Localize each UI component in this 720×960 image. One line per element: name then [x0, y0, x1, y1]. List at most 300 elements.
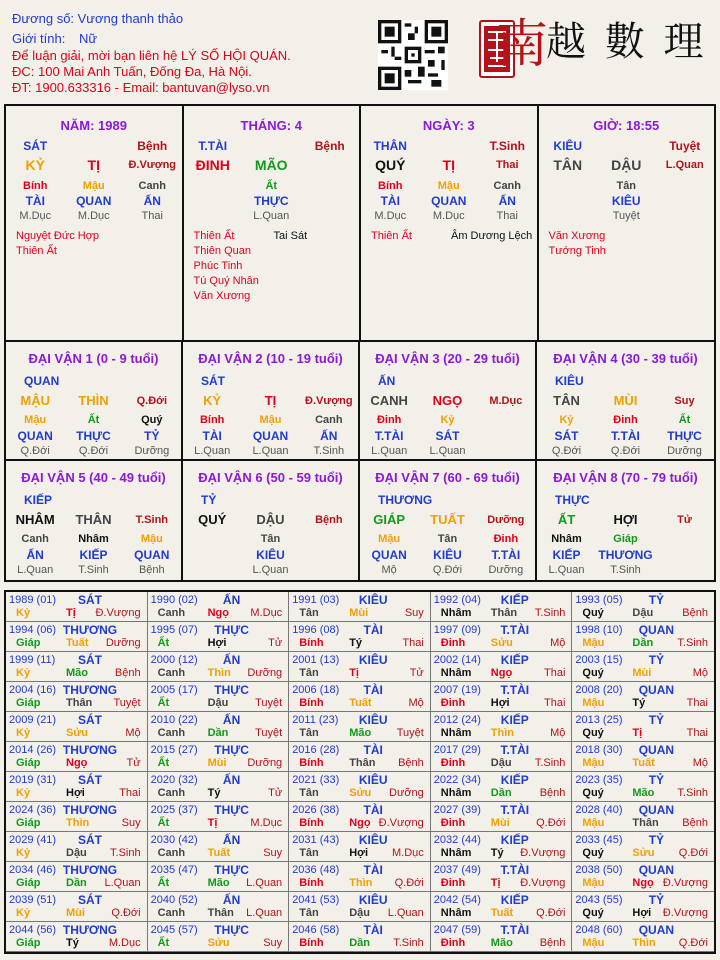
year-cell	[289, 862, 431, 892]
pillar-top-star-2	[242, 139, 301, 153]
year-star: THƯƠNG	[62, 683, 118, 697]
year-label: 2044 (56)	[9, 924, 57, 936]
year-stem: Giáp	[16, 637, 41, 649]
pillar-title: NĂM: 1989	[60, 118, 127, 133]
pillar-title: GIỜ: 18:55	[593, 118, 660, 133]
year-branch: Hợi	[66, 787, 85, 799]
year-branch: Dần	[490, 787, 512, 799]
year-stem: Tân	[299, 667, 319, 679]
year-stem: Đinh	[440, 877, 466, 889]
year-label: 2033 (45)	[575, 834, 623, 846]
year-star: T.TÀI	[500, 803, 530, 817]
luck-hidden-life-2: L.Quan	[252, 564, 289, 576]
year-life-stage: Tử	[409, 667, 424, 679]
year-stem: Bính	[299, 697, 324, 709]
pillar-top-star-2	[597, 139, 656, 153]
luck-hidden-star	[360, 429, 535, 443]
pillar-hidden-stem	[361, 180, 537, 192]
pillar-note: Thiên Ất	[16, 245, 57, 257]
year-branch: Thân	[349, 757, 376, 769]
year-stem: Nhâm	[440, 727, 472, 739]
pillar-stem-branch-1: QUÝ	[375, 157, 406, 173]
luck-stem-branch	[6, 393, 181, 408]
luck-hidden-star-2: SÁT	[435, 429, 460, 443]
year-label: 2021 (33)	[292, 774, 340, 786]
year-label: 2035 (47)	[150, 864, 198, 876]
year-stem: Quý	[582, 787, 604, 799]
year-branch: Tị	[349, 667, 359, 679]
luck-hidden-stem-2: Kỷ	[440, 414, 455, 426]
year-star: THỰC	[214, 863, 249, 877]
year-star: TÀI	[363, 743, 383, 757]
year-life-stage: Đ.Vượng	[662, 877, 708, 889]
year-star: KIẾP	[500, 893, 529, 907]
year-stem: Đinh	[440, 697, 466, 709]
pillar-note: Thiên Ất	[193, 230, 235, 242]
luck-stem-branch-3: Dưỡng	[487, 514, 525, 526]
year-star: TỶ	[648, 713, 665, 727]
year-life-stage: Tử	[268, 787, 283, 799]
year-life-stage: Thai	[686, 697, 708, 709]
luck-hidden-stem-1: Mậu	[378, 533, 401, 545]
year-life-stage: Thai	[543, 667, 566, 679]
year-cell	[572, 862, 714, 892]
year-stem: Tân	[299, 847, 319, 859]
luck-period-1	[6, 342, 183, 461]
pillar-hidden-stem-2: Mậu	[437, 180, 460, 192]
year-cell	[6, 892, 148, 922]
year-branch: Dần	[66, 877, 87, 889]
pillar-top-star-2	[65, 139, 124, 153]
brand-char-4: 理	[663, 19, 707, 65]
luck-hidden-stem-3: Ất	[678, 414, 691, 426]
year-cell	[431, 832, 573, 862]
four-pillars-table	[4, 104, 716, 342]
year-stem: Mậu	[582, 877, 605, 889]
year-cell	[6, 592, 148, 622]
qr-code-icon	[378, 20, 448, 90]
year-life-stage: Tuyệt	[255, 697, 283, 709]
luck-top-star: THƯƠNG	[378, 493, 433, 507]
year-star: TÀI	[363, 623, 383, 637]
year-stem: Ất	[157, 937, 170, 949]
pillar-hidden-life-1	[539, 210, 598, 222]
luck-stem-branch-2: TỊ	[264, 393, 277, 408]
year-branch: Tý	[66, 937, 79, 949]
year-stem: Kỷ	[16, 607, 31, 619]
pillar-stem-branch-2: TỊ	[87, 157, 100, 173]
year-stem: Bính	[299, 877, 324, 889]
luck-hidden-stem-1: Canh	[21, 533, 49, 545]
luck-hidden-life-3: Dưỡng	[667, 445, 702, 457]
year-stem: Ất	[157, 877, 170, 889]
luck-hidden-stem-2: Mậu	[259, 414, 282, 426]
year-branch: Thân	[632, 817, 659, 829]
luck-top-star: KIẾP	[24, 493, 53, 507]
brand-char-2: 越	[546, 19, 589, 65]
luck-hidden-stem-3	[655, 533, 714, 545]
luck-stem-branch-2: DẬU	[256, 512, 285, 527]
pillar-top-star	[6, 139, 182, 153]
pillar-hidden-star-2: KIÊU	[611, 194, 641, 208]
year-cell	[148, 622, 290, 652]
year-cell	[572, 712, 714, 742]
year-label: 2046 (58)	[292, 924, 340, 936]
year-cell	[6, 682, 148, 712]
contact-line: Để luận giải, mời bạn liên hệ LÝ SỐ HỘI QUÁN.	[12, 48, 291, 63]
year-branch: Tuất	[207, 847, 230, 859]
pillar-top-star-3: Bệnh	[314, 139, 345, 153]
year-label: 2007 (19)	[433, 684, 481, 696]
gender-line	[12, 31, 97, 46]
luck-hidden-star-2: KIÊU	[256, 548, 285, 562]
luck-hidden-life	[183, 445, 358, 457]
year-stem: Mậu	[582, 817, 605, 829]
year-label: 2016 (28)	[292, 744, 340, 756]
year-label: 1995 (07)	[150, 624, 198, 636]
year-branch: Tị	[207, 817, 218, 829]
year-cell	[148, 862, 290, 892]
luck-top-star: ẤN	[378, 374, 396, 388]
pillar-stem-branch-3: Đ.Vượng	[128, 159, 177, 171]
luck-hidden-life-1	[183, 564, 241, 576]
luck-stem-branch	[537, 512, 714, 527]
luck-hidden-star	[360, 548, 535, 562]
year-star: T.TÀI	[500, 623, 530, 637]
year-branch: Hợi	[490, 697, 510, 709]
year-stem: Quý	[582, 727, 604, 739]
year-life-stage: Mộ	[692, 757, 708, 769]
year-label: 2020 (32)	[150, 774, 198, 786]
luck-hidden-life-2: L.Quan	[429, 445, 466, 457]
year-cell	[572, 892, 714, 922]
luck-stem-branch-3: M.Dục	[489, 395, 523, 407]
luck-title: ĐẠI VẬN 6 (50 - 59 tuổi)	[198, 470, 343, 485]
luck-hidden-star	[183, 429, 358, 443]
pillar-note: Phúc Tinh	[193, 260, 243, 272]
year-label: 2024 (36)	[9, 804, 57, 816]
year-life-stage: T.Sinh	[677, 637, 708, 649]
pillar-hidden-star	[361, 194, 537, 208]
year-branch: Tị	[66, 607, 76, 619]
office-line: ĐC: 100 Mai Anh Tuấn, Đống Đa, Hà Nội.	[12, 64, 252, 79]
year-cell	[289, 742, 431, 772]
year-star: QUAN	[638, 743, 675, 757]
year-branch: Tuất	[632, 757, 655, 769]
year-label: 1997 (09)	[433, 624, 481, 636]
year-label: 1999 (11)	[9, 654, 56, 666]
luck-hidden-life-1: Q.Đới	[551, 445, 582, 457]
year-life-stage: Tuyệt	[396, 727, 424, 739]
luck-hidden-life	[360, 564, 535, 576]
luck-title: ĐẠI VẬN 2 (10 - 19 tuổi)	[198, 351, 343, 366]
year-label: 2025 (37)	[150, 804, 198, 816]
year-star: SÁT	[78, 593, 102, 607]
year-branch: Mão	[207, 877, 230, 889]
year-star: THỰC	[214, 623, 249, 637]
pillar-top-star-1: THÂN	[373, 139, 407, 153]
year-star: TÀI	[363, 923, 383, 937]
year-branch: Tị	[490, 877, 501, 889]
pillar-hidden-star-3: ẤN	[143, 194, 161, 208]
year-star: SÁT	[78, 893, 102, 907]
luck-hidden-life-3: Bệnh	[138, 564, 165, 576]
pillar-note-right: Âm Dương Lệch	[451, 230, 533, 242]
year-life-stage: Suy	[121, 817, 141, 829]
pillar-hidden-life-1: M.Dục	[374, 210, 407, 222]
luck-hidden-life	[537, 445, 714, 457]
year-life-stage: L.Quan	[246, 877, 283, 889]
year-life-stage: Bệnh	[539, 787, 566, 799]
year-branch: Tý	[490, 847, 504, 859]
luck-title: ĐẠI VẬN 1 (0 - 9 tuổi)	[28, 351, 159, 366]
year-life-stage: Q.Đới	[111, 907, 141, 919]
luck-hidden-life-3	[655, 564, 714, 576]
year-stem: Canh	[157, 847, 186, 859]
year-stem: Giáp	[16, 937, 41, 949]
year-branch: Sửu	[207, 937, 230, 949]
luck-hidden-stem-3: Mậu	[140, 533, 163, 545]
year-cell	[289, 652, 431, 682]
year-branch: Dậu	[632, 607, 654, 619]
year-star: THƯƠNG	[62, 623, 118, 637]
year-life-stage: Suy	[263, 847, 283, 859]
pillar-hidden-life-3	[301, 210, 360, 222]
year-cell	[289, 772, 431, 802]
luck-period-3	[360, 342, 537, 461]
luck-hidden-stem	[360, 414, 535, 426]
year-label: 2011 (23)	[292, 714, 339, 726]
luck-hidden-stem-3: Đinh	[493, 533, 519, 545]
luck-stem-branch-3: Tử	[677, 514, 692, 526]
luck-stem-branch	[183, 512, 358, 527]
pillar-hidden-star-1: TÀI	[380, 194, 400, 208]
luck-hidden-stem	[6, 414, 181, 426]
year-stem: Đinh	[440, 757, 466, 769]
luck-stem-branch-1: TÂN	[553, 393, 580, 408]
luck-hidden-life-3	[300, 564, 358, 576]
year-life-stage: L.Quan	[387, 907, 424, 919]
pillar-stem-branch-3: L.Quan	[665, 159, 704, 171]
pillar-note: Nguyệt Đức Hợp	[16, 230, 100, 242]
year-star: THỰC	[214, 683, 249, 697]
luck-top-star: THỰC	[555, 493, 590, 507]
year-label: 2028 (40)	[575, 804, 623, 816]
luck-stem-branch	[537, 393, 714, 408]
luck-stem-branch	[183, 393, 358, 408]
year-life-stage: T.Sinh	[393, 937, 424, 949]
year-label: 2045 (57)	[150, 924, 198, 936]
year-stem: Giáp	[16, 697, 41, 709]
year-branch: Tị	[632, 727, 643, 739]
year-cell	[148, 682, 290, 712]
year-star: T.TÀI	[500, 923, 530, 937]
pillar-top-star-3: T.Sinh	[489, 139, 525, 153]
year-life-stage: Thai	[686, 727, 708, 739]
year-cell	[148, 892, 290, 922]
year-star: KIẾP	[500, 653, 529, 667]
luck-hidden-star-1: KIẾP	[552, 548, 581, 562]
year-star: KIẾP	[500, 773, 529, 787]
year-cell	[289, 802, 431, 832]
luck-hidden-star-2: THƯƠNG	[598, 548, 653, 562]
pillar-stem-branch-2: MÃO	[254, 157, 288, 173]
year-branch: Mão	[490, 937, 513, 949]
luck-hidden-star-2: KIẾP	[79, 548, 108, 562]
year-star: TÀI	[363, 863, 383, 877]
year-label: 2005 (17)	[150, 684, 198, 696]
year-label: 2023 (35)	[575, 774, 623, 786]
year-label: 2036 (48)	[292, 864, 340, 876]
year-label: 2034 (46)	[9, 864, 57, 876]
pillar-title: NGÀY: 3	[422, 118, 475, 133]
year-label: 2008 (20)	[575, 684, 623, 696]
year-life-stage: Mộ	[550, 727, 566, 739]
year-label: 2006 (18)	[292, 684, 340, 696]
year-label: 1989 (01)	[9, 594, 57, 606]
year-stem: Ất	[157, 697, 170, 709]
luck-hidden-star	[6, 548, 181, 562]
year-life-stage: M.Dục	[250, 607, 283, 619]
year-star: ẤN	[222, 773, 241, 787]
year-branch: Dậu	[490, 757, 512, 769]
pillar-hidden-star-3	[301, 194, 360, 208]
pillar-hidden-star-3: ẤN	[498, 194, 516, 208]
year-star: SÁT	[78, 773, 102, 787]
year-label: 1993 (05)	[575, 594, 623, 606]
luck-hidden-star-1: QUAN	[371, 548, 407, 562]
year-star: QUAN	[638, 863, 675, 877]
year-star: T.TÀI	[500, 743, 530, 757]
luck-hidden-stem	[360, 533, 535, 545]
pillar-top-star	[184, 139, 360, 153]
year-life-stage: Tuyệt	[113, 697, 141, 709]
year-label: 2031 (43)	[292, 834, 340, 846]
pillar-hidden-star	[539, 194, 715, 208]
luck-stem-branch-2: MÙI	[613, 393, 638, 408]
luck-hidden-star-1: SÁT	[554, 429, 579, 443]
year-branch: Mùi	[349, 607, 369, 619]
luck-stem-branch-1: GIÁP	[373, 512, 406, 527]
luck-stem-branch-3: Bệnh	[315, 514, 343, 526]
luck-hidden-stem-2: Ất	[87, 414, 100, 426]
year-life-stage: Tử	[126, 757, 141, 769]
year-branch: Thân	[66, 697, 93, 709]
annual-fortune-grid	[4, 590, 716, 954]
luck-hidden-star-2: QUAN	[252, 429, 289, 443]
year-stem: Bính	[299, 937, 324, 949]
year-cell	[289, 592, 431, 622]
year-star: QUAN	[638, 623, 675, 637]
year-life-stage: Mộ	[125, 727, 141, 739]
year-stem: Nhâm	[440, 907, 472, 919]
year-cell	[572, 832, 714, 862]
year-cell	[572, 772, 714, 802]
year-star: ẤN	[222, 713, 241, 727]
luck-hidden-star-3: TỶ	[144, 429, 160, 443]
year-life-stage: Tuyệt	[255, 727, 283, 739]
luck-hidden-star-3: QUAN	[134, 548, 170, 562]
gender-label: Giới tính:	[12, 31, 66, 46]
luck-period-2	[183, 342, 360, 461]
year-cell	[289, 832, 431, 862]
pillar-hidden-life-2: L.Quan	[253, 210, 290, 222]
year-star: ẤN	[222, 653, 241, 667]
pillar-stem-branch-1: TÂN	[553, 157, 583, 173]
year-branch: Dần	[207, 727, 229, 739]
year-life-stage: T.Sinh	[677, 787, 708, 799]
luck-title: ĐẠI VẬN 5 (40 - 49 tuổi)	[21, 470, 166, 485]
year-stem: Mậu	[582, 697, 605, 709]
year-life-stage: Bệnh	[398, 757, 424, 769]
year-stem: Quý	[582, 607, 604, 619]
year-cell	[431, 922, 573, 952]
year-branch: Thìn	[207, 667, 231, 679]
year-stem: Đinh	[440, 817, 466, 829]
year-life-stage: M.Dục	[392, 847, 424, 859]
pillar-hidden-star-2: THỰC	[253, 194, 289, 208]
year-branch: Mùi	[490, 817, 510, 829]
pillar-stem-branch-1: ĐINH	[195, 157, 230, 173]
year-label: 2029 (41)	[9, 834, 57, 846]
year-branch: Ngọ	[349, 817, 371, 829]
year-branch: Thìn	[632, 937, 656, 949]
year-star: QUAN	[638, 683, 675, 697]
year-branch: Mùi	[632, 667, 652, 679]
luck-period-8	[537, 461, 714, 580]
year-stem: Ất	[157, 817, 170, 829]
pillar-stem-branch-2: TỊ	[442, 157, 455, 173]
year-stem: Nhâm	[440, 787, 472, 799]
year-star: THƯƠNG	[62, 923, 118, 937]
pillar-hidden-stem-2: Tân	[616, 180, 637, 192]
luck-stem-branch	[360, 393, 535, 408]
year-life-stage: Dưỡng	[105, 637, 141, 649]
pillar-hidden-life-2: M.Dục	[432, 210, 465, 222]
year-label: 1990 (02)	[150, 594, 198, 606]
luck-stem-branch-2: TUẤT	[430, 512, 465, 527]
luck-hidden-star-1: QUAN	[17, 429, 53, 443]
year-stem: Kỷ	[16, 787, 31, 799]
year-cell	[148, 742, 290, 772]
luck-period-7	[360, 461, 537, 580]
pillar-hidden-star	[184, 194, 360, 208]
owner-line: Đương số: Vương thanh thảo	[12, 11, 184, 26]
year-branch: Hợi	[207, 637, 227, 649]
luck-top-star: TỶ	[201, 493, 217, 507]
luck-hidden-life-3: Dưỡng	[134, 445, 170, 457]
pillar-hidden-star-1	[184, 194, 243, 208]
year-label: 1998 (10)	[575, 624, 623, 636]
year-cell	[572, 802, 714, 832]
luck-hidden-stem-3	[300, 533, 358, 545]
year-label: 2014 (26)	[9, 744, 57, 756]
year-stem: Canh	[157, 787, 186, 799]
pillar-hidden-stem-1: Bính	[378, 180, 403, 192]
pillar-3	[361, 106, 539, 340]
year-star: T.TÀI	[500, 863, 530, 877]
year-star: THỰC	[214, 923, 249, 937]
luck-hidden-life-2: T.Sinh	[78, 564, 109, 576]
phone-line: ĐT: 1900.633316 - Email: bantuvan@lyso.vn	[12, 80, 270, 95]
year-label: 2039 (51)	[9, 894, 57, 906]
year-star: KIÊU	[358, 893, 388, 907]
luck-hidden-star	[537, 548, 714, 562]
year-label: 1996 (08)	[292, 624, 340, 636]
year-stem: Giáp	[16, 757, 41, 769]
luck-title: ĐẠI VẬN 8 (70 - 79 tuổi)	[553, 470, 698, 485]
year-label: 2022 (34)	[433, 774, 481, 786]
